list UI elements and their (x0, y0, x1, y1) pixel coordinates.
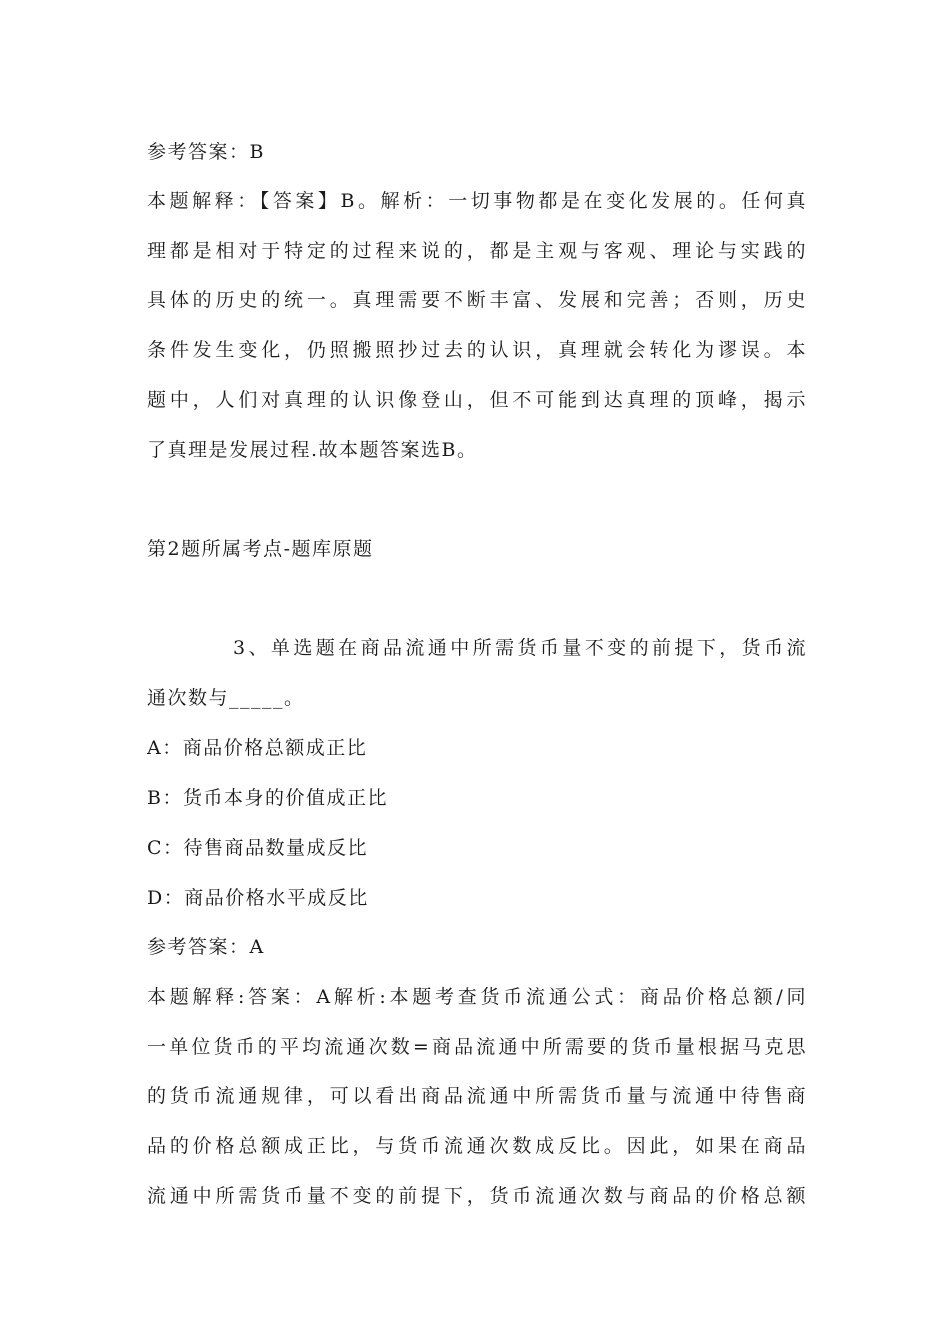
q3-explanation-line: 一单位货币的平均流通次数=商品流通中所需要的货币量根据马克思 (147, 1036, 807, 1058)
q2-explanation-line: 本题解释：【答案】B。解析：一切事物都是在变化发展的。任何真 (147, 190, 807, 212)
q2-answer: 参考答案：B (147, 141, 265, 163)
q3-answer: 参考答案：A (147, 936, 265, 958)
q3-option-d: D：商品价格水平成反比 (147, 887, 369, 909)
q2-explanation-line: 题中，人们对真理的认识像登山，但不可能到达真理的顶峰，揭示 (147, 389, 807, 411)
q3-option-b: B：货币本身的价值成正比 (147, 787, 388, 809)
q2-explanation-line: 条件发生变化，仍照搬照抄过去的认识，真理就会转化为谬误。本 (147, 339, 807, 361)
q3-explanation-line: 本题解释:答案：A解析:本题考查货币流通公式：商品价格总额/同 (147, 986, 807, 1008)
q3-explanation-line: 流通中所需货币量不变的前提下，货币流通次数与商品的价格总额 (147, 1185, 807, 1207)
q2-explanation-line: 理都是相对于特定的过程来说的，都是主观与客观、理论与实践的 (147, 240, 807, 262)
q3-option-a: A：商品价格总额成正比 (147, 737, 368, 759)
q3-question-line: 3、单选题在商品流通中所需货币量不变的前提下，货币流 (233, 637, 807, 659)
q2-explanation-line: 了真理是发展过程.故本题答案选B。 (147, 439, 478, 461)
q2-explanation-line: 具体的历史的统一。真理需要不断丰富、发展和完善；否则，历史 (147, 289, 807, 311)
q3-question-line: 通次数与_____。 (147, 687, 305, 709)
q2-source: 第2题所属考点-题库原题 (147, 538, 374, 560)
q3-option-c: C：待售商品数量成反比 (147, 837, 369, 859)
q3-explanation-line: 的货币流通规律，可以看出商品流通中所需货币量与流通中待售商 (147, 1085, 807, 1107)
q3-explanation-line: 品的价格总额成正比，与货币流通次数成反比。因此，如果在商品 (147, 1135, 807, 1157)
